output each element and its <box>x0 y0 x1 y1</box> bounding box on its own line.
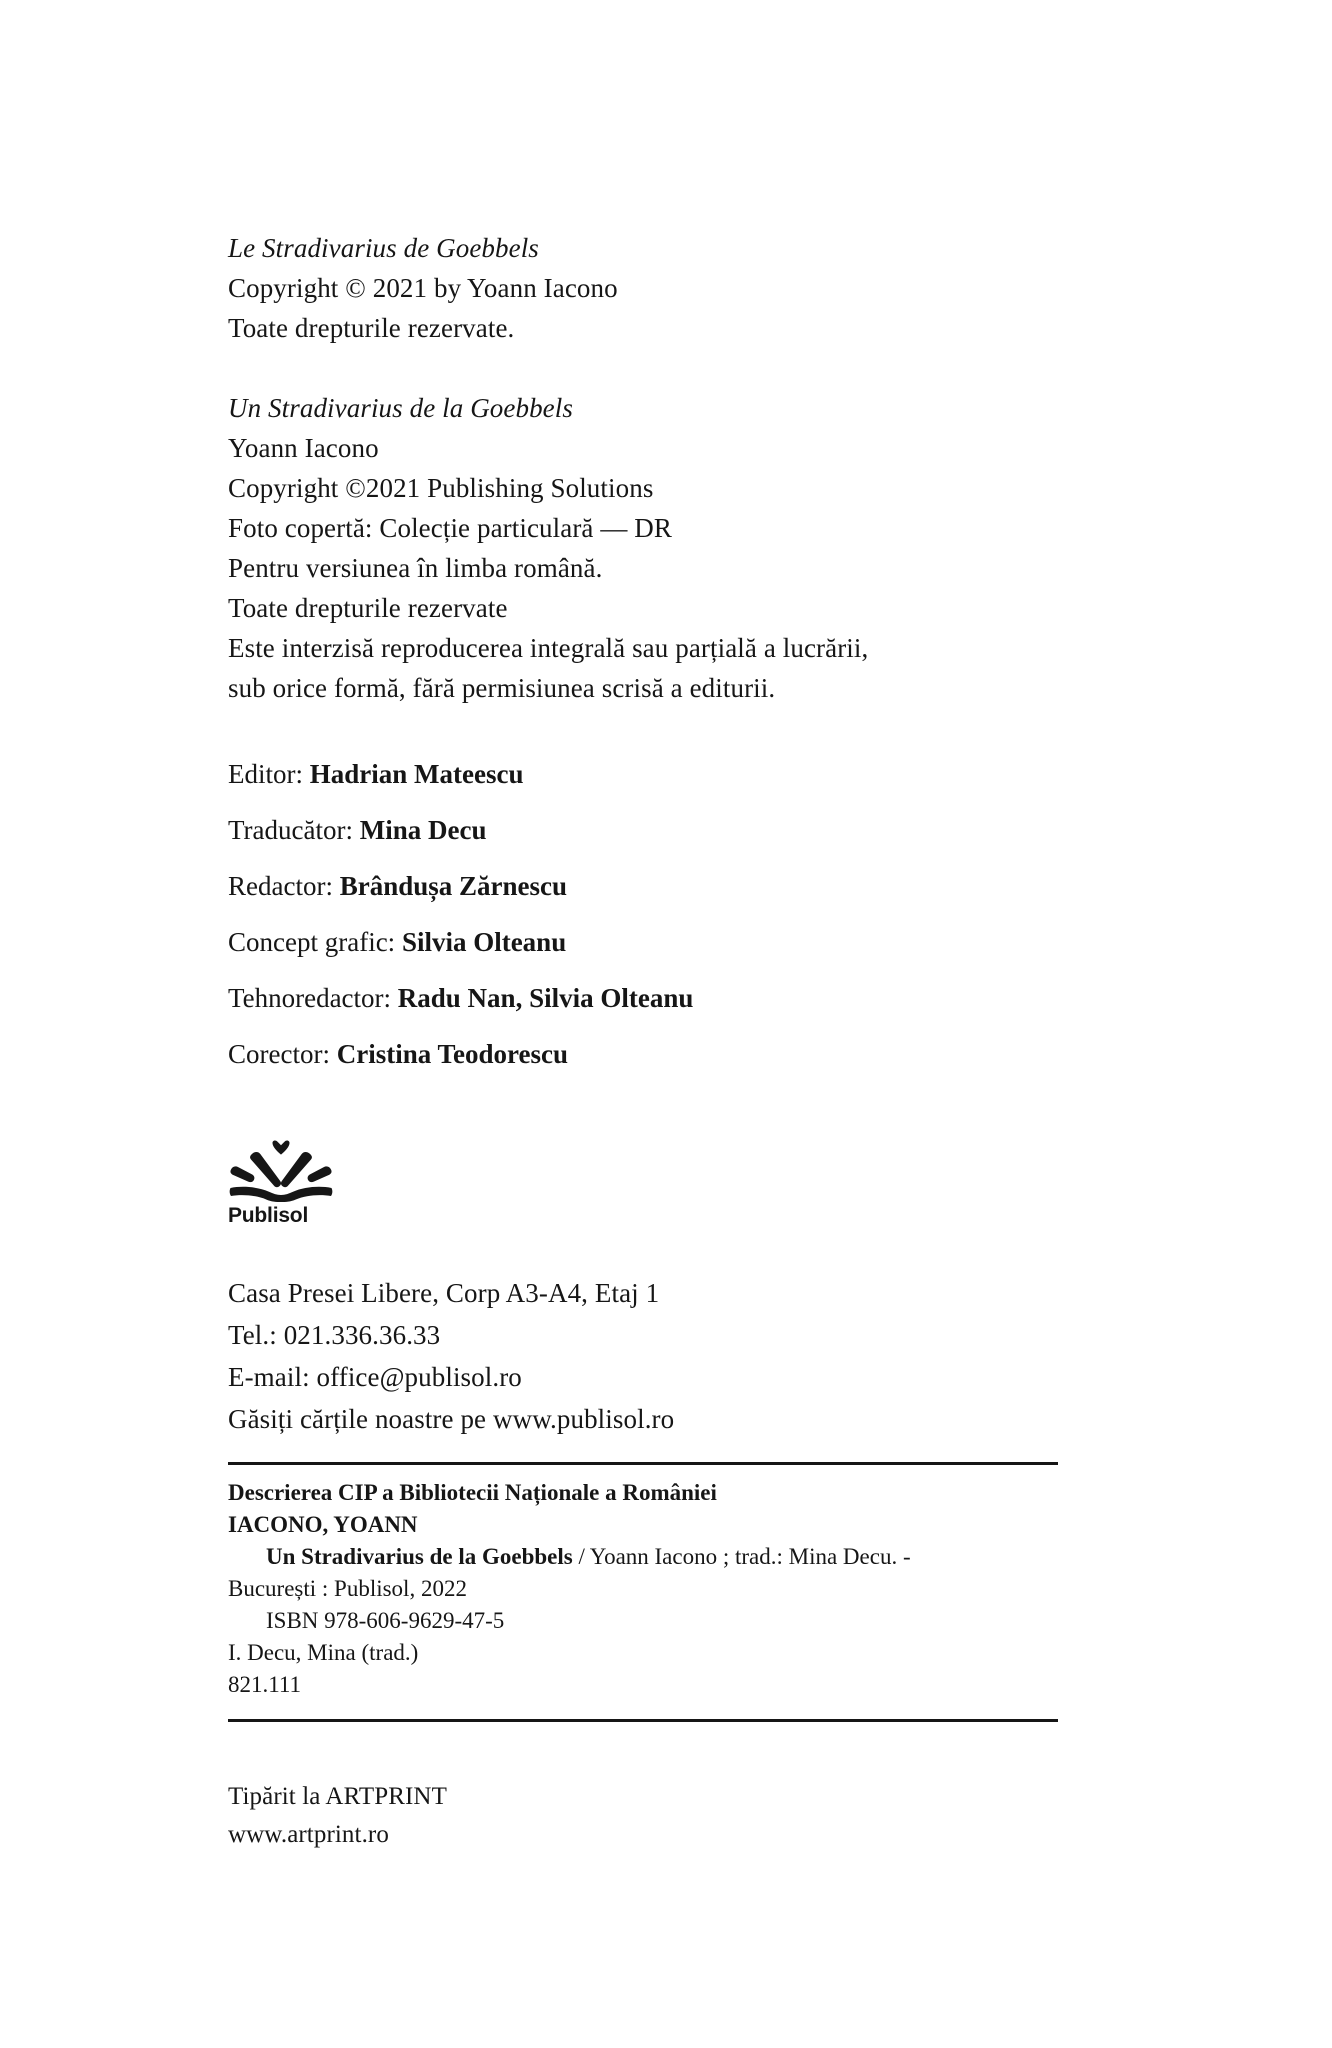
original-copyright: Copyright © 2021 by Yoann Iacono <box>228 273 618 303</box>
credit-row <box>228 754 1088 794</box>
original-work-block <box>228 228 1088 348</box>
credit-person: Radu Nan, Silvia Olteanu <box>397 983 694 1013</box>
romanian-title: Un Stradivarius de la Goebbels <box>228 393 573 423</box>
publisol-wordmark: Publisol <box>228 1204 309 1227</box>
credit-person: Silvia Olteanu <box>401 927 567 957</box>
publisher-email: E-mail: office@publisol.ro <box>228 1362 522 1392</box>
romanian-edition-block <box>228 388 1088 708</box>
cip-title-bold: Un Stradivarius de la Goebbels <box>266 1544 573 1569</box>
cip-author-entry: IACONO, YOANN <box>228 1512 418 1537</box>
credit-person: Brândușa Zărnescu <box>339 871 568 901</box>
publisher-contact-block <box>228 1272 1088 1440</box>
credit-row <box>228 1034 1088 1074</box>
spacer <box>228 348 1088 388</box>
cover-photo-credit: Foto copertă: Colecție particulară — DR <box>228 513 673 543</box>
credit-row <box>228 866 1088 906</box>
printer-website: www.artprint.ro <box>228 1821 389 1848</box>
cip-block <box>228 1465 1088 1711</box>
credit-role: Corector: <box>228 1039 337 1069</box>
cip-title-rest: / Yoann Iacono ; trad.: Mina Decu. - <box>572 1544 911 1569</box>
printer-name: Tipărit la ARTPRINT <box>228 1783 447 1810</box>
publisher-address: Casa Presei Libere, Corp A3-A4, Etaj 1 <box>228 1278 660 1308</box>
publisher-phone: Tel.: 021.336.36.33 <box>228 1320 441 1350</box>
printer-block <box>228 1778 1088 1854</box>
publisol-sunburst-icon <box>228 1140 334 1202</box>
reproduction-restriction-line-1: Este interzisă reproducerea integrală sau parțială a lucrării, <box>228 633 869 663</box>
cip-added-entry: I. Decu, Mina (trad.) <box>228 1640 419 1665</box>
credit-row <box>228 978 1088 1018</box>
romanian-copyright: Copyright ©2021 Publishing Solutions <box>228 473 654 503</box>
credit-role: Tehnoredactor: <box>228 983 398 1013</box>
romanian-author: Yoann Iacono <box>228 433 379 463</box>
romanian-rights: Toate drepturile rezervate <box>228 593 508 623</box>
credit-role: Concept grafic: <box>228 927 402 957</box>
original-rights: Toate drepturile rezervate. <box>228 313 515 343</box>
cip-title-entry <box>228 1541 1088 1573</box>
cip-imprint: București : Publisol, 2022 <box>228 1576 467 1601</box>
original-title: Le Stradivarius de Goebbels <box>228 233 539 263</box>
page-content <box>228 228 1088 1854</box>
credit-role: Redactor: <box>228 871 340 901</box>
reproduction-restriction-line-2: sub orice formă, fără permisiunea scrisă a editurii. <box>228 673 776 703</box>
credit-person: Mina Decu <box>359 815 487 845</box>
publisher-website: Găsiți cărțile noastre pe www.publisol.ro <box>228 1404 675 1434</box>
credit-role: Editor: <box>228 759 310 789</box>
credit-person: Cristina Teodorescu <box>336 1039 568 1069</box>
credit-person: Hadrian Mateescu <box>309 759 524 789</box>
publisher-logo <box>228 1140 348 1228</box>
credit-row <box>228 922 1088 962</box>
cip-classification: 821.111 <box>228 1672 302 1697</box>
credit-role: Traducător: <box>228 815 360 845</box>
credit-row <box>228 810 1088 850</box>
romanian-version-note: Pentru versiunea în limba română. <box>228 553 603 583</box>
credits-block <box>228 754 1088 1074</box>
cip-isbn: ISBN 978-606-9629-47-5 <box>266 1608 505 1633</box>
cip-bottom-rule <box>228 1719 1058 1722</box>
cip-heading: Descrierea CIP a Bibliotecii Naționale a României <box>228 1480 717 1505</box>
